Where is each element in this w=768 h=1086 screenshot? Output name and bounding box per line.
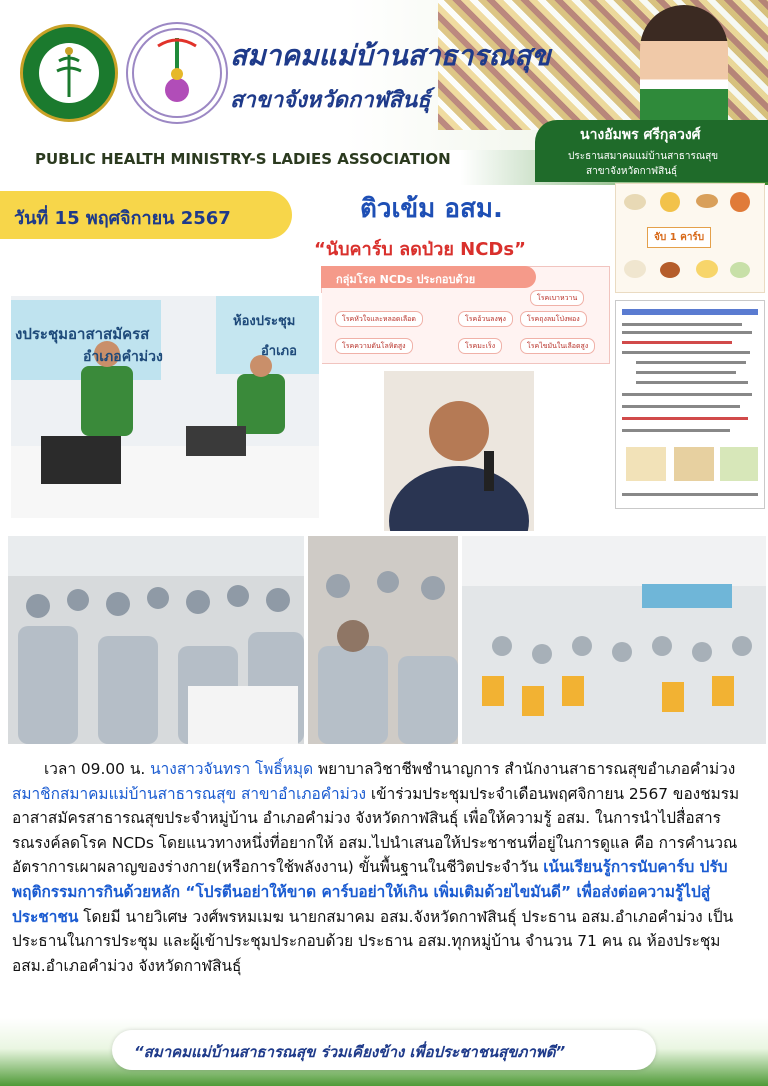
president-title-line1: ประธานสมาคมแม่บ้านสาธารณสุข — [568, 151, 719, 162]
participants-photo-2 — [308, 536, 458, 744]
ncd-item: โรคถุงลมโป่งพอง — [520, 311, 587, 327]
carb-calculation-table — [615, 300, 765, 509]
association-branch: สาขาจังหวัดกาฬสินธุ์ — [230, 88, 431, 113]
carb-label: จับ 1 คาร์บ — [647, 227, 711, 248]
ncd-item: โรคหัวใจและหลอดเลือด — [335, 311, 423, 327]
speaker-photo — [384, 371, 534, 531]
participants-photo-1 — [8, 536, 304, 744]
meeting-banner-text2: อำเภอคำม่วง — [83, 349, 163, 365]
speaker-portrait-icon — [384, 371, 534, 531]
body-role-text: พยาบาลวิชาชีพชำนาญการ สำนักงานสาธารณสุขอำเภอคำม่วง — [313, 760, 736, 778]
event-date: วันที่ 15 พฤศจิกายน 2567 — [14, 208, 231, 229]
body-time-text: เวลา 09.00 น. — [44, 760, 151, 778]
vegetable-icon — [730, 262, 750, 278]
ncd-item: โรคความดันโลหิตสูง — [335, 338, 413, 354]
banana-icon — [696, 260, 718, 278]
president-photo — [640, 5, 728, 125]
president-title-line2: สาขาจังหวัดกาฬสินธุ์ — [586, 166, 678, 177]
ladies-emblem-icon — [128, 24, 226, 122]
corn-icon — [660, 192, 680, 212]
body-person-name: นางสาวจันทรา โพธิ์หมุด — [150, 760, 314, 778]
rice-icon — [624, 194, 646, 210]
ncd-item: โรคอ้วนลงพุง — [458, 311, 513, 327]
body-member-text: สมาชิกสมาคมแม่บ้านสาธารณสุข สาขาอำเภอคำม่วง — [12, 784, 366, 803]
meeting-room-photo — [8, 293, 322, 521]
body-closing-text: โดยมี นายวิเศษ วงศ์พรหมเมฆ นายกสมาคม อสม.จังหวัดกาฬสินธุ์ ประธาน อสม.อำเภอคำม่วง เป็นประธานในการประชุม และผู้เข้าประชุมประกอบด้วย ประธาน อสม.ทุกหมู่บ้าน จำนวน 71 คน ณ ห้องประชุม อสม.อำเภอคำม่วง จังหวัดกาฬสินธุ์ — [12, 907, 734, 975]
news-paragraph — [12, 757, 760, 978]
fruit-icon — [730, 192, 750, 212]
ncd-panel-title: กลุ่มโรค NCDs ประกอบด้วย — [336, 273, 476, 286]
crowd-closeup-icon — [308, 536, 458, 744]
news-body — [12, 757, 760, 978]
ncd-item: โรคเบาหวาน — [530, 290, 584, 306]
association-english-name: PUBLIC HEALTH MINISTRY-S LADIES ASSOCIATION — [35, 150, 451, 168]
association-title: สมาคมแม่บ้านสาธารณสุข — [230, 39, 551, 72]
participants-photo-3 — [462, 536, 766, 744]
meeting-banner-right2: อำเภอ — [261, 344, 297, 359]
footer-slogan: “สมาคมแม่บ้านสาธารณสุข ร่วมเคียงข้าง เพื่อประชาชนสุขภาพดี” — [134, 1043, 566, 1061]
moph-emblem-icon — [23, 27, 115, 119]
meeting-banner-right: ห้องประชุม — [233, 314, 296, 329]
ncd-item: โรคไขมันในเลือดสูง — [520, 338, 595, 354]
hall-scene-icon — [462, 536, 766, 744]
potato-icon — [660, 262, 680, 278]
body-detail-text: เข้าร่วมประชุมประจำเดือนพฤศจิกายน 2567 ของชมรมอาสาสมัครสาธารณสุขประจำหมู่บ้าน อำเภอคำม่วง จังหวัดกาฬสินธุ์ เพื่อให้ความรู้ อสม. ในการนำไปสื่อสารรณรงค์ลดโรค NCDs โดยแนวทางหนึ่งที่อยากให้ อสม.ไปนำเสนอให้ประชาชนที่อยู่ในการดูแล คือ การคำนวณอัตราการเผาผลาญของร่างกาย(หรือการใช้พลังงาน) ขั้นพื้นฐานในชีวิตประจำวัน — [12, 784, 740, 877]
ncd-item: โรคมะเร็ง — [458, 338, 502, 354]
body-emphasis-text: เน้นเรียนรู้การนับคาร์บ ปรับพฤติกรรมการกินด้วยหลัก “โปรตีนอย่าให้ขาด คาร์บอย่าให้เกิน เพิ่มเติมด้วยไขมันดี” เพื่อส่งต่อความรู้ไปสู่ประชาชน — [12, 858, 728, 926]
meeting-banner-text: งประชุมอาสาสมัครส — [15, 325, 150, 343]
crowd-scene-icon — [8, 536, 304, 744]
moph-logo — [20, 24, 118, 122]
event-subheading: “นับคาร์บ ลดป่วย NCDs” — [314, 239, 526, 260]
ladies-association-logo — [126, 22, 228, 124]
event-heading: ติวเข้ม อสม. — [360, 194, 503, 224]
president-name: นางอัมพร ศรีกุลวงศ์ — [580, 127, 701, 143]
calculation-sheet-icon — [616, 301, 764, 508]
bread-icon — [696, 194, 718, 208]
noodle-icon — [624, 260, 646, 278]
